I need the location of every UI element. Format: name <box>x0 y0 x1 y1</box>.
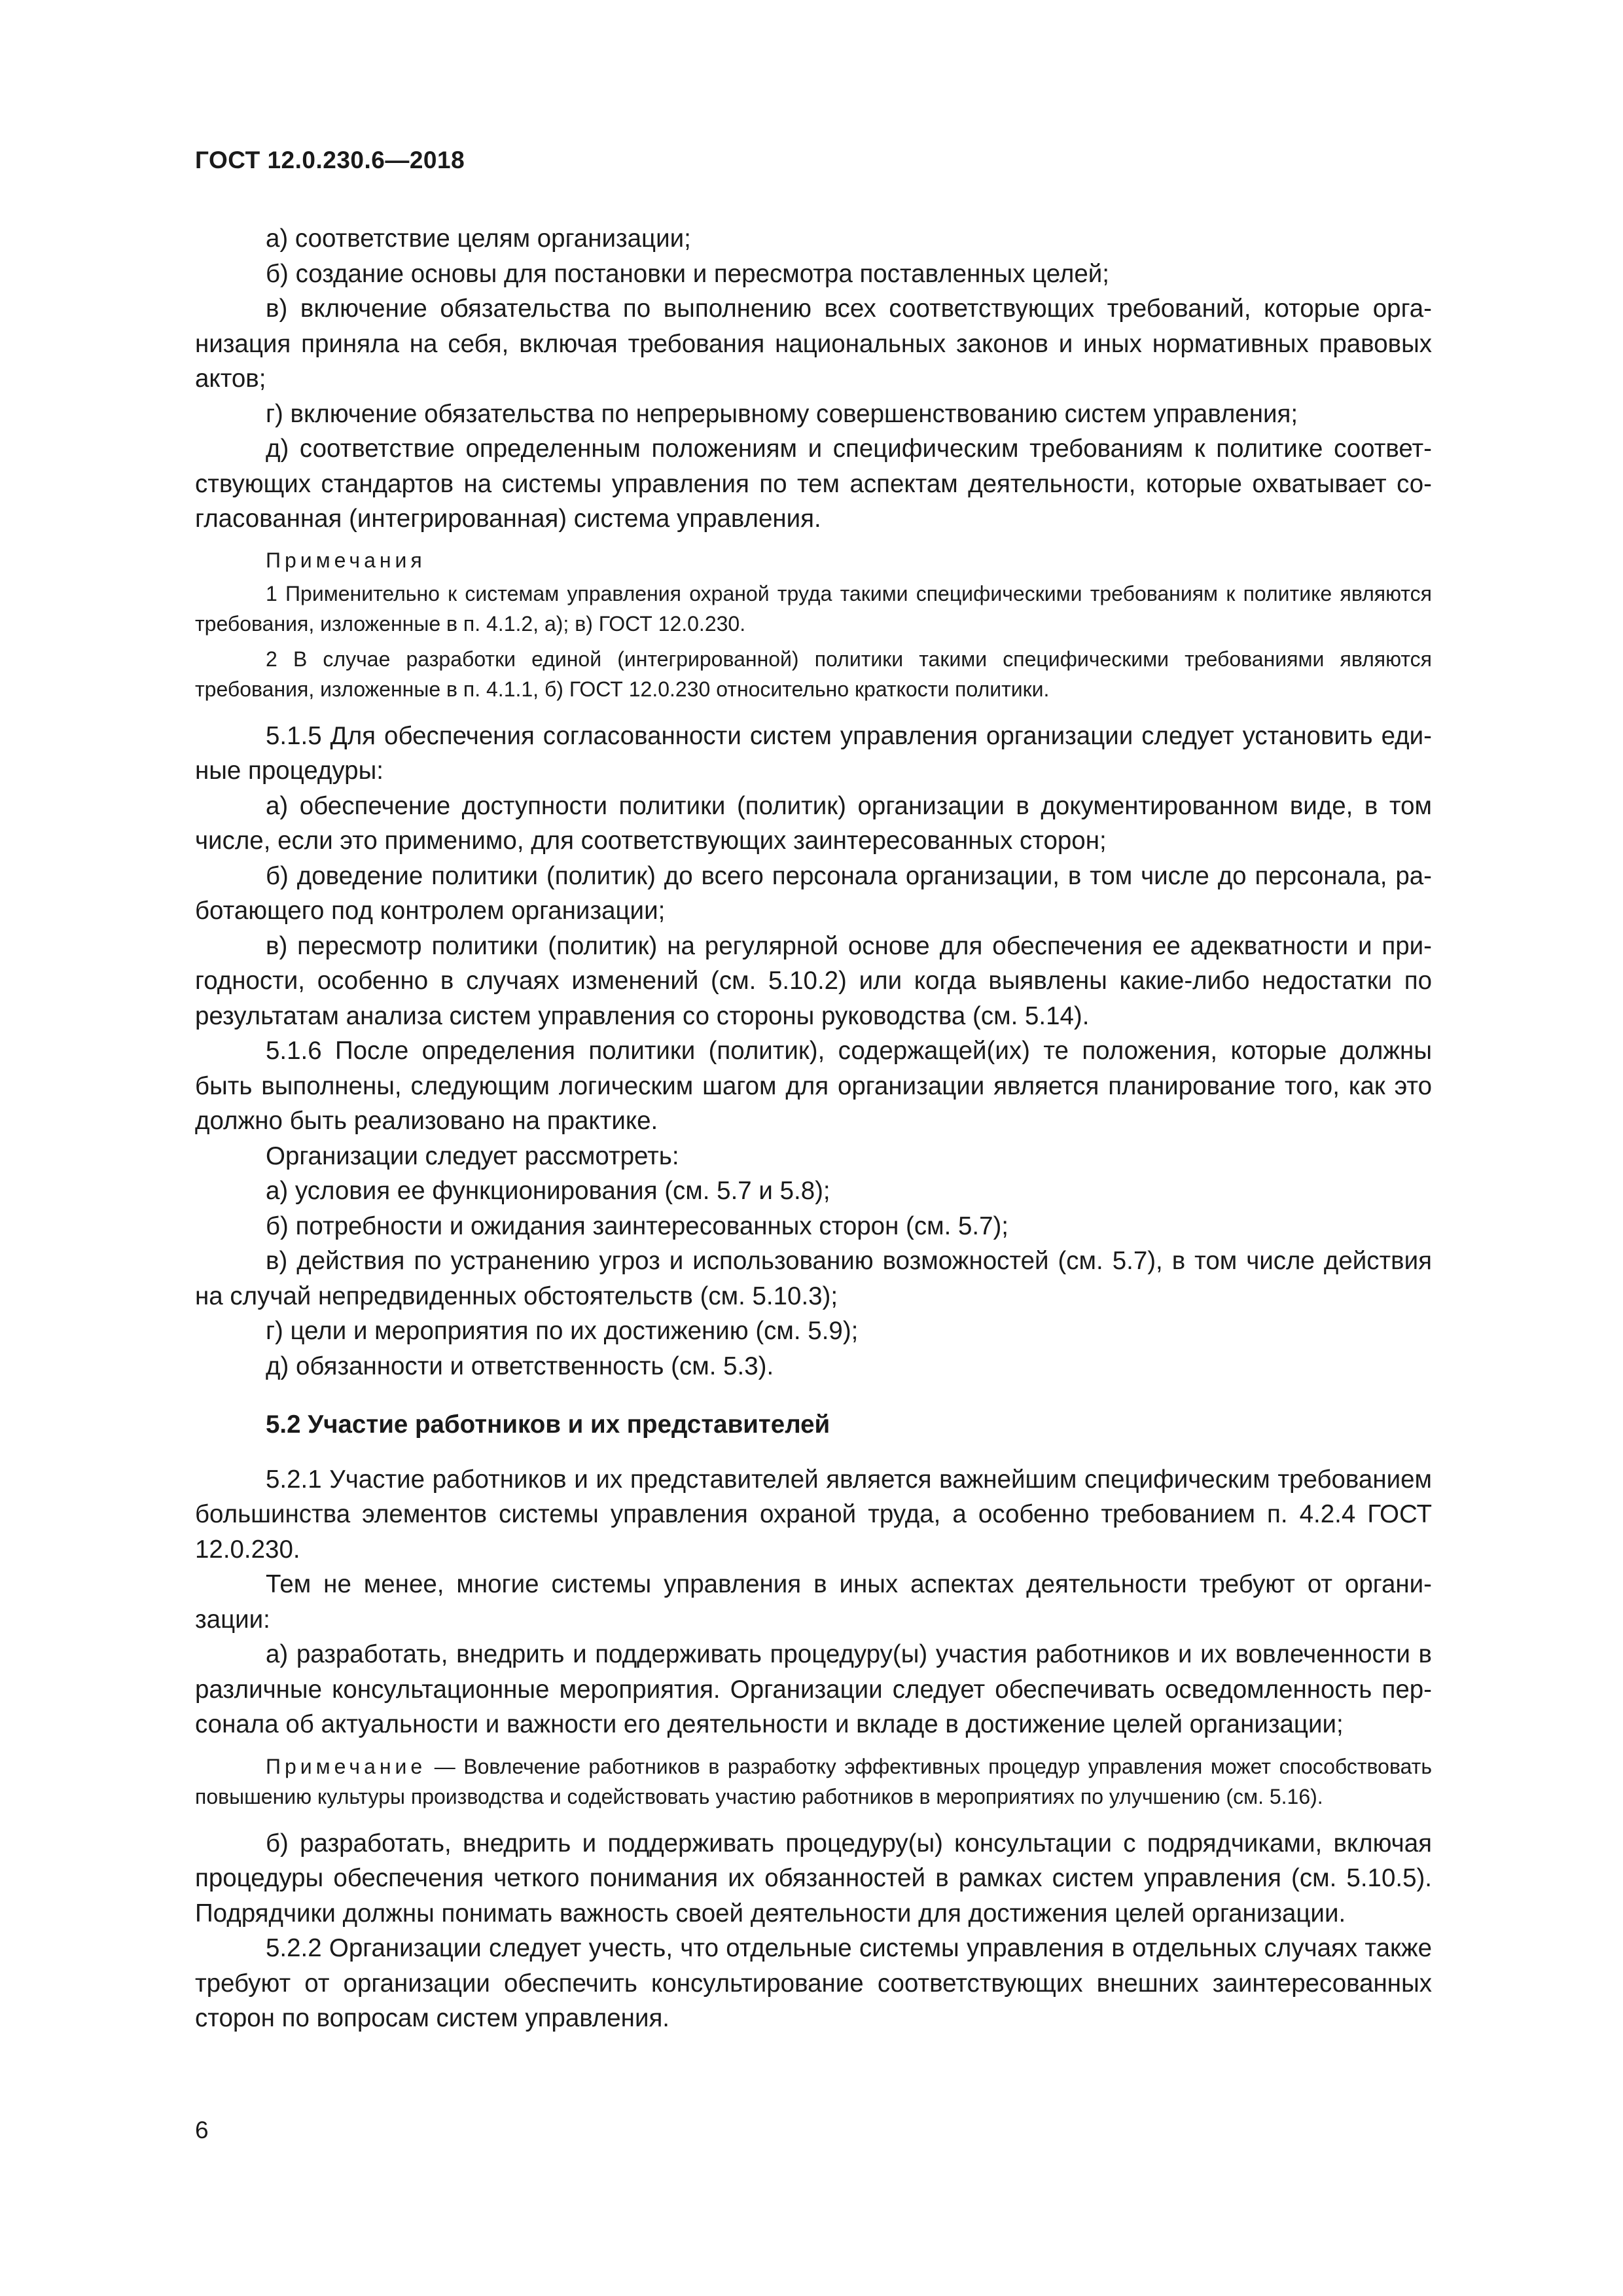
list-item: а) разработать, внедрить и поддерживать процедуру(ы) участия работников и их вовлеченности в различные консультационные мероприятия. Организации следует обеспечивать осведомленность персонала об актуальности и важности его деятельности и вкладе в достижение целей организации; <box>195 1640 1432 1738</box>
list-item: а) соответствие целям организации; <box>266 224 691 253</box>
clause-5-1-6-intro: 5.1.6 После определения политики (политик), содержащей(их) те положения, которые должны быть выполнены, следующим логическим шагом для организации является планирование того, как это должно быть реализовано на практике. <box>195 1037 1432 1135</box>
list-item: б) потребности и ожидания заинтересованных сторон (см. 5.7); <box>266 1211 1008 1240</box>
inline-note <box>195 1751 1432 1812</box>
clause-5-1-6-lead: Организации следует рассмотреть: <box>266 1141 679 1170</box>
paragraph: Тем не менее, многие системы управления в иных аспектах деятельности требуют от организации: <box>195 1570 1432 1634</box>
notes-title: Примечания <box>266 548 426 572</box>
list-item: в) пересмотр политики (политик) на регулярной основе для обеспечения ее адекватности и пригодности, особенно в случаях изменений (см. 5.10.2) или когда выявлены какие-либо недостатки по результатам анализа систем управления со стороны руководства (см. 5.14). <box>195 931 1432 1030</box>
list-item: а) условия ее функционирования (см. 5.7 и 5.8); <box>266 1177 830 1205</box>
clause-5-2-1: 5.2.1 Участие работников и их представителей является важнейшим специфическим требованием большинства элементов системы управления охраной труда, а особенно требованием п. 4.2.4 ГОСТ 12.0.230. <box>195 1465 1432 1564</box>
page-number: 6 <box>195 2117 209 2144</box>
page-content <box>195 221 1432 2036</box>
list-item: б) создание основы для постановки и пересмотра поставленных целей; <box>266 259 1109 288</box>
list-item: б) доведение политики (политик) до всего персонала организации, в том числе до персонала, работающего под контролем организации; <box>195 861 1432 925</box>
document-designation: ГОСТ 12.0.230.6—2018 <box>195 147 465 173</box>
note-label: Примечание <box>266 1754 427 1778</box>
note-text: — Вовлечение работников в разработку эффективных процедур управления может способствовать повышению культуры производства и содействовать участию работников в мероприятиях по улучшению (см. 5.16). <box>195 1754 1432 1808</box>
list-item: г) цели и мероприятия по их достижению (см. 5.9); <box>266 1317 859 1345</box>
list-item: д) соответствие определенным положениям и специфическим требованиям к политике соответствующих стандартов на системы управления по тем аспектам деятельности, которые охватывает согласованная (интегрированная) система управления. <box>195 435 1432 533</box>
clause-5-1-5-intro: 5.1.5 Для обеспечения согласованности систем управления организации следует установить единые процедуры: <box>195 721 1432 785</box>
list-item: г) включение обязательства по непрерывному совершенствованию систем управления; <box>266 399 1298 428</box>
clause-5-2-2: 5.2.2 Организации следует учесть, что отдельные системы управления в отдельных случаях также требуют от организации обеспечить консультирование соответствующих внешних заинтересованных сторон по вопросам систем управления. <box>195 1934 1432 2032</box>
list-item: б) разработать, внедрить и поддерживать процедуру(ы) консультации с подрядчиками, включая процедуры обеспечения четкого понимания их обязанностей в рамках систем управления (см. 5.10.5). Подрядчики должны понимать важность своей деятельности для достижения целей организации. <box>195 1829 1432 1928</box>
list-item: д) обязанности и ответственность (см. 5.3). <box>266 1352 774 1380</box>
list-item: в) включение обязательства по выполнению всех соответствующих требований, которые организация приняла на себя, включая требования национальных законов и иных нормативных правовых актов; <box>195 295 1432 393</box>
note-item: 2 В случае разработки единой (интегрированной) политики такими специфическими требованиями являются требования, изложенные в п. 4.1.1, б) ГОСТ 12.0.230 относительно краткости политики. <box>195 647 1432 701</box>
note-item: 1 Применительно к системам управления охраной труда такими специфическими требованиям к политике являются требования, изложенные в п. 4.1.2, а); в) ГОСТ 12.0.230. <box>195 581 1432 636</box>
list-item: в) действия по устранению угроз и использованию возможностей (см. 5.7), в том числе действия на случай непредвиденных обстоятельств (см. 5.10.3); <box>195 1247 1432 1310</box>
section-heading: 5.2 Участие работников и их представителей <box>266 1410 830 1439</box>
list-item: а) обеспечение доступности политики (политик) организации в документированном виде, в том числе, если это применимо, для соответствующих заинтересованных сторон; <box>195 791 1432 855</box>
